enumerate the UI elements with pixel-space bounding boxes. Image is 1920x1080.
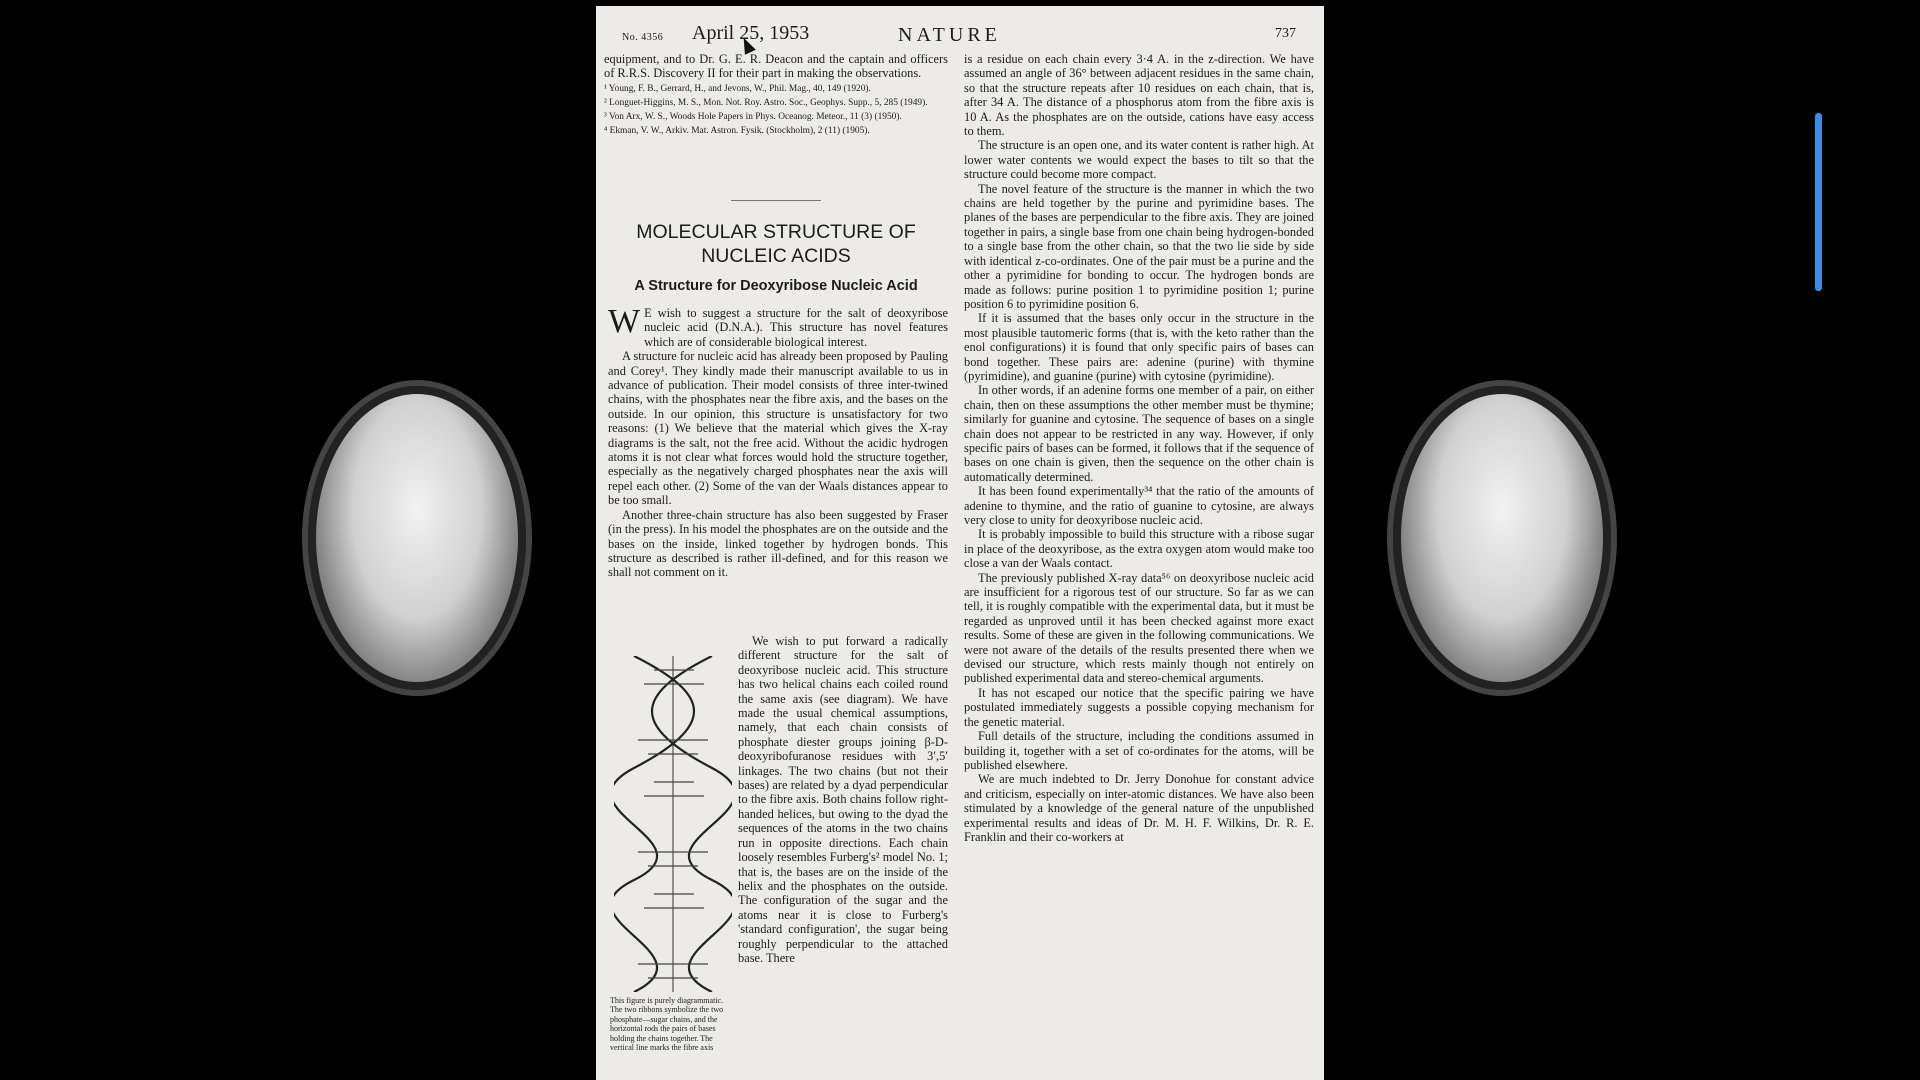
paragraph: We are much indebted to Dr. Jerry Donohue for constant advice and criticism, especially on inter-atomic distances. We have also been stimulated by a knowledge of the general nature of the unpublished experimental results and ideas of Dr. M. H. F. Wilkins, Dr. R. E. Franklin and their co-workers at [964, 772, 1314, 844]
section-divider [731, 200, 821, 201]
diagram-caption: This figure is purely diagrammatic. The two ribbons symbolize the two phosphate—sugar chains, and the horizontal rods the pairs of bases holding the chains together. The vertical line marks the fibre axis [610, 996, 724, 1053]
paragraph: In other words, if an adenine forms one member of a pair, on either chain, then on these assumptions the other member must be thymine; similarly for guanine and cytosine. The sequence of bases on a single chain does not appear to be restricted in any way. However, if only specific pairs of bases can be formed, it follows that if the sequence of bases on one chain is given, then the sequence on the other chain is automatically determined. [964, 383, 1314, 484]
paragraph [608, 303, 948, 349]
paragraph: If it is assumed that the bases only occur in the structure in the most plausible tautomeric forms (that is, with the keto rather than the enol configurations) it is found that only specific pairs of bases can bond together. These pairs are: adenine (purine) with thymine (pyrimidine), and guanine (purine) with cytosine (pyrimidine). [964, 311, 1314, 383]
footnote: ³ Von Arx, W. S., Woods Hole Papers in Phys. Oceanog. Meteor., 11 (3) (1950). [604, 111, 902, 122]
paragraph: The novel feature of the structure is the manner in which the two chains are held together by the purine and pyrimidine bases. The planes of the bases are perpendicular to the fibre axis. They are joined together in pairs, a single base from one chain being hydrogen-bonded to a single base from the other chain, so that the two lie side by side with identical z-co-ordinates. One of the pair must be a purine and the other a pyrimidine for bonding to occur. The hydrogen bonds are made as follows: purine position 1 to pyrimidine position 1; purine position 6 to pyrimidine position 6. [964, 181, 1314, 311]
footnote: ¹ Young, F. B., Gerrard, H., and Jevons, W., Phil. Mag., 40, 149 (1920). [604, 83, 871, 94]
issue-date: April 25, 1953 [692, 22, 810, 44]
portrait-left [308, 386, 526, 690]
article-subtitle: A Structure for Deoxyribose Nucleic Acid [634, 278, 918, 294]
drop-cap: W [608, 303, 641, 340]
journal-name: NATURE [898, 24, 1001, 46]
paragraph: It is probably impossible to build this structure with a ribose sugar in place of the deoxyribose, as the extra oxygen atom would make too close a van der Waals contact. [964, 527, 1314, 571]
footnote: ² Longuet-Higgins, M. S., Mon. Not. Roy. Astro. Soc., Geophys. Supp., 5, 285 (1949). [604, 97, 928, 108]
portrait-right-photo [1401, 394, 1603, 682]
portrait-right [1393, 386, 1611, 690]
vertical-scrollbar[interactable] [1815, 113, 1822, 291]
paragraph: We wish to put forward a radically different structure for the salt of deoxyribose nucleic acid. This structure has two helical chains each coiled round the same axis (see diagram). We have made the usual chemical assumptions, namely, that each chain consists of phosphate diester groups joining β-D-deoxyribofuranose residues with 3′,5′ linkages. The two chains (but not their bases) are related by a dyad perpendicular to the fibre axis. Both chains follow right-handed helices, but owing to the dyad the sequences of the atoms in the two chains run in opposite directions. Each chain loosely resembles Furberg's² model No. 1; that is, the bases are on the inside of the helix and the phosphates on the outside. The configuration of the sugar and the atoms near it is close to Furberg's 'standard configuration', the sugar being roughly perpendicular to the attached base. There [738, 634, 948, 965]
article-body-right [964, 52, 1314, 844]
helix-strand-one [614, 656, 694, 992]
page-header [596, 14, 1324, 44]
article-title: MOLECULAR STRUCTURE OF NUCLEIC ACIDS [636, 221, 916, 267]
paragraph: Another three-chain structure has also been suggested by Fraser (in the press). In his model the phosphates are on the outside and the bases on the inside, linked together by hydrogen bonds. This structure as described is rather ill-defined, and for this reason we shall not comment on it. [608, 507, 948, 580]
paragraph: It has not escaped our notice that the specific pairing we have postulated immediately suggests a possible copying mechanism for the genetic material. [964, 685, 1314, 729]
page-number: 737 [1275, 26, 1296, 41]
previous-article-end [604, 52, 948, 137]
footnote: ⁴ Ekman, V. W., Arkiv. Mat. Astron. Fysik. (Stockholm), 2 (11) (1905). [604, 125, 870, 136]
paragraph: It has been found experimentally³⁴ that the ratio of the amounts of adenine to thymine, and the ratio of guanine to cytosine, are always very close to unity for deoxyribose nucleic acid. [964, 484, 1314, 527]
paragraph: The previously published X-ray data⁵⁶ on deoxyribose nucleic acid are insufficient for a rigorous test of our structure. So far as we can tell, it is roughly compatible with the experimental data, but it must be regarded as unproved until it has been checked against more exact results. Some of these are given in the following communications. We were not aware of the details of the results presented there when we devised our structure, which rests mainly though not entirely on published experimental data and stereo-chemical arguments. [964, 570, 1314, 686]
journal-page [596, 6, 1324, 1080]
previous-article-text: equipment, and to Dr. G. E. R. Deacon and the captain and officers of R.R.S. Discovery II for their part in making the observations. [604, 52, 948, 81]
portrait-left-photo [316, 394, 518, 682]
issue-number: No. 4356 [622, 32, 664, 43]
helix-strand-two [652, 656, 732, 992]
article-body-top [608, 303, 948, 580]
paragraph: Full details of the structure, including the conditions assumed in building it, together with a set of co-ordinates for the atoms, will be published elsewhere. [964, 729, 1314, 772]
paragraph: is a residue on each chain every 3·4 A. in the z-direction. We have assumed an angle of 36° between adjacent residues in the same chain, so that the structure repeats after 10 residues on each chain, that is, after 34 A. The distance of a phosphorus atom from the fibre axis is 10 A. As the phosphates are on the outside, cations have easy access to them. [964, 52, 1314, 139]
article-body-left-lower [738, 634, 948, 965]
paragraph-text: E wish to suggest a structure for the salt of deoxyribose nucleic acid (D.N.A.). This structure has novel features which are of considerable biological interest. [644, 306, 948, 349]
double-helix-diagram [614, 656, 732, 992]
paragraph: The structure is an open one, and its water content is rather high. At lower water contents we would expect the bases to tilt so that the structure could become more compact. [964, 138, 1314, 182]
paragraph: A structure for nucleic acid has already been proposed by Pauling and Corey¹. They kindly made their manuscript available to us in advance of publication. Their model consists of three inter-twined chains, with the phosphates near the fibre axis, and the bases on the outside. In our opinion, this structure is unsatisfactory for two reasons: (1) We believe that the material which gives the X-ray diagrams is the salt, not the free acid. Without the acidic hydrogen atoms it is not clear what forces would hold the structure together, especially as the negatively charged phosphates near the axis will repel each other. (2) Some of the van der Waals distances appear to be too small. [608, 349, 948, 508]
